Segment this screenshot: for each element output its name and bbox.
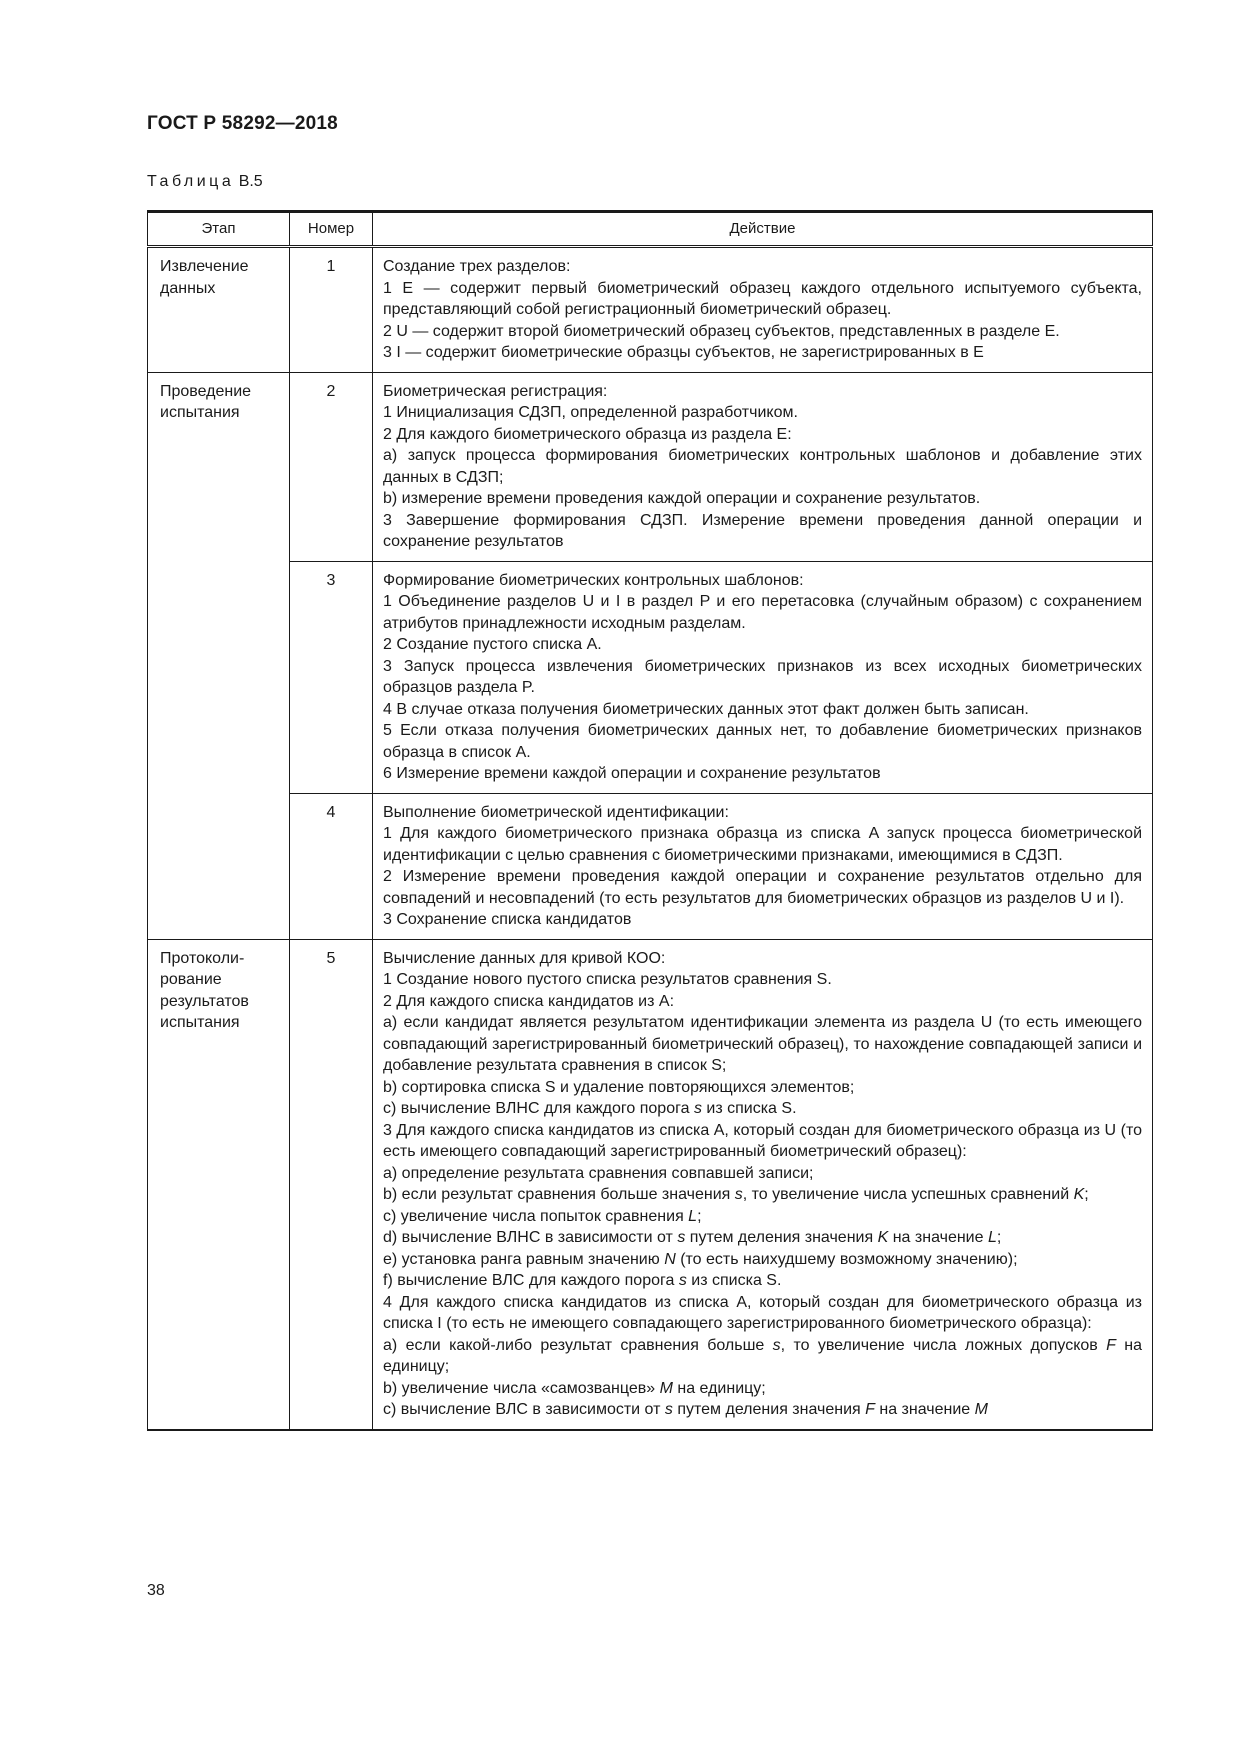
table-row (148, 793, 1153, 939)
action-cell (373, 247, 1153, 373)
table-caption (147, 173, 263, 191)
action-line: 1 Объединение разделов U и I в раздел P и его перетасовка (случайным образом) с сохранением атрибутов принадлежности исходным разделам. (383, 593, 1142, 632)
action-line: 3 Для каждого списка кандидатов из списка A, который создан для биометрического образца из U (то есть имеющего совпадающий зарегистрированный биометрический образец): (383, 1121, 1142, 1160)
action-line: c) увеличение числа попыток сравнения L; (383, 1207, 702, 1225)
stage-cell: Проведение испытания (148, 372, 290, 939)
action-cell (373, 793, 1153, 939)
action-line: b) если результат сравнения больше значения s, то увеличение числа успешных сравнений K; (383, 1186, 1089, 1203)
action-line: 1 Инициализация СДЗП, определенной разработчиком. (383, 404, 798, 421)
action-line: 5 Если отказа получения биометрических данных нет, то добавление биометрических признаков образца в список A. (383, 722, 1142, 761)
action-line: d) вычисление ВЛНС в зависимости от s путем деления значения K на значение L; (383, 1229, 1002, 1246)
action-line: 2 Создание пустого списка A. (383, 636, 602, 653)
action-line: Создание трех разделов: (383, 258, 571, 275)
action-line: 1 Создание нового пустого списка результатов сравнения S. (383, 971, 832, 988)
action-line: a) если какой-либо результат сравнения больше s, то увеличение числа ложных допусков F на единицу; (383, 1336, 1142, 1375)
action-line: 3 Сохранение списка кандидатов (383, 911, 632, 928)
table-row (148, 247, 1153, 373)
number-cell: 3 (290, 561, 373, 793)
table-row (148, 561, 1153, 793)
action-line: 2 Измерение времени проведения каждой операции и сохранение результатов отдельно для совпадений и несовпадений (то есть результатов для биометрических образцов из разделов U и I). (383, 868, 1142, 907)
table-row (148, 372, 1153, 561)
action-line: f) вычисление ВЛС для каждого порога s из списка S. (383, 1272, 782, 1289)
action-line: 3 Завершение формирования СДЗП. Измерение времени проведения данной операции и сохранение результатов (383, 511, 1142, 550)
table-caption-number: В.5 (238, 173, 263, 190)
action-line: 2 Для каждого списка кандидатов из A: (383, 992, 675, 1010)
table-header-row (148, 212, 1153, 247)
column-header-stage: Этап (148, 212, 290, 247)
action-line: b) увеличение числа «самозванцев» M на единицу; (383, 1379, 766, 1397)
action-line: c) вычисление ВЛС в зависимости от s путем деления значения F на значение M (383, 1401, 988, 1418)
number-cell: 4 (290, 793, 373, 939)
action-line: b) сортировка списка S и удаление повторяющихся элементов; (383, 1078, 855, 1096)
number-cell: 1 (290, 247, 373, 373)
action-line: 2 U — содержит второй биометрический образец субъектов, представленных в разделе E. (383, 322, 1060, 340)
action-line: 4 В случае отказа получения биометрических данных этот факт должен быть записан. (383, 700, 1029, 718)
action-cell (373, 939, 1153, 1430)
action-cell (373, 561, 1153, 793)
action-line: a) определение результата сравнения совпавшей записи; (383, 1164, 814, 1182)
action-line: 3 Запуск процесса извлечения биометрических признаков из всех исходных биометрических образцов раздела P. (383, 657, 1142, 696)
procedure-table (147, 210, 1153, 1431)
action-line: 1 Для каждого биометрического признака образца из списка A запуск процесса биометрической идентификации с целью сравнения с биометрическими признаками, имеющимися в СДЗП. (383, 825, 1142, 864)
column-header-action: Действие (373, 212, 1153, 247)
action-line: a) запуск процесса формирования биометрических контрольных шаблонов и добавление этих данных в СДЗП; (383, 447, 1142, 486)
action-line: 2 Для каждого биометрического образца из раздела E: (383, 425, 792, 443)
action-line: e) установка ранга равным значению N (то есть наихудшему возможному значению); (383, 1250, 1018, 1268)
action-line: 4 Для каждого списка кандидатов из списка A, который создан для биометрического образца из списка I (то есть не имеющего совпадающего зарегистрированного биометрического образца): (383, 1293, 1142, 1332)
action-line: a) если кандидат является результатом идентификации элемента из раздела U (то есть имеющего совпадающий зарегистрированный биометрический образец), то нахождение совпадающей записи и добавление результата сравнения в список S; (383, 1014, 1142, 1074)
stage-cell: Извлечение данных (148, 247, 290, 373)
action-line: Выполнение биометрической идентификации: (383, 803, 729, 821)
table-caption-label: Таблица (147, 173, 235, 190)
action-line: 3 I — содержит биометрические образцы субъектов, не зарегистрированных в E (383, 344, 984, 361)
page-number: 38 (147, 1582, 165, 1599)
action-line: 6 Измерение времени каждой операции и сохранение результатов (383, 765, 881, 782)
action-line: Биометрическая регистрация: (383, 382, 608, 400)
action-line: Формирование биометрических контрольных шаблонов: (383, 571, 804, 589)
number-cell: 2 (290, 372, 373, 561)
action-line: b) измерение времени проведения каждой операции и сохранение результатов. (383, 490, 981, 507)
table-row (148, 939, 1153, 1430)
action-line: Вычисление данных для кривой КОО: (383, 949, 666, 967)
action-line: c) вычисление ВЛНС для каждого порога s из списка S. (383, 1100, 797, 1117)
column-header-number: Номер (290, 212, 373, 247)
action-cell (373, 372, 1153, 561)
stage-cell: Протоколи- рование результатов испытания (148, 939, 290, 1430)
action-line: 1 E — содержит первый биометрический образец каждого отдельного испытуемого субъекта, представляющий собой регистрационный биометрический образец. (383, 279, 1142, 318)
document-id: ГОСТ Р 58292—2018 (147, 113, 338, 134)
number-cell: 5 (290, 939, 373, 1430)
